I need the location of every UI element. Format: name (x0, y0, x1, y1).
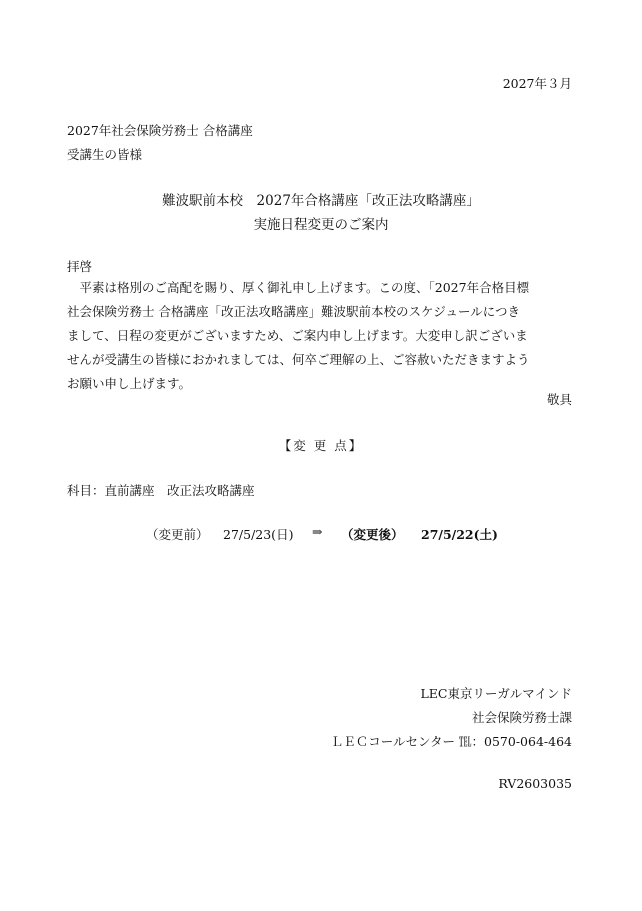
salutation: 拝啓 (67, 259, 93, 274)
document-code: RV2603035 (498, 776, 572, 791)
body-line-1: 平素は格別のご高配を賜り、厚く御礼申し上げます。この度、「2027年合格目標 (67, 280, 530, 295)
body-line-4: せんが受講生の皆様におかれましては、何卒ご理解の上、ご容赦いただきますよう (67, 352, 530, 367)
document-date: 2027年３月 (502, 76, 572, 91)
sender-call-center: ＬＥＣコールセンター ℡：0570-064-464 (330, 734, 572, 749)
recipient-course: 2027年社会保険労務士 合格講座 (67, 123, 253, 138)
subject-line: 科目：直前講座 改正法攻略講座 (67, 483, 255, 498)
change-arrow-icon: ⇒ (312, 524, 323, 539)
section-heading: 【変 更 点】 (278, 438, 364, 453)
change-before-label: （変更前） (146, 527, 209, 542)
closing: 敬具 (546, 392, 572, 407)
change-after-label: （変更後） (341, 527, 404, 542)
title-line-1: 難波駅前本校 2027年合格講座「改正法攻略講座」 (162, 193, 480, 209)
change-after-value: 27/5/22(土) (421, 527, 498, 542)
recipient-greeting: 受講生の皆様 (67, 147, 143, 162)
body-line-5: お願い申し上げます。 (67, 376, 192, 391)
change-before-value: 27/5/23(日) (223, 527, 294, 542)
body-line-3: まして、日程の変更がございますため、ご案内申し上げます。大変申し訳ございま (67, 328, 528, 343)
sender-company: LEC東京リーガルマインド (420, 686, 572, 701)
title-line-2: 実施日程変更のご案内 (253, 217, 389, 233)
body-line-2: 社会保険労務士 合格講座「改正法攻略講座」難波駅前本校のスケジュールにつき (67, 304, 520, 319)
sender-department: 社会保険労務士課 (471, 710, 572, 725)
